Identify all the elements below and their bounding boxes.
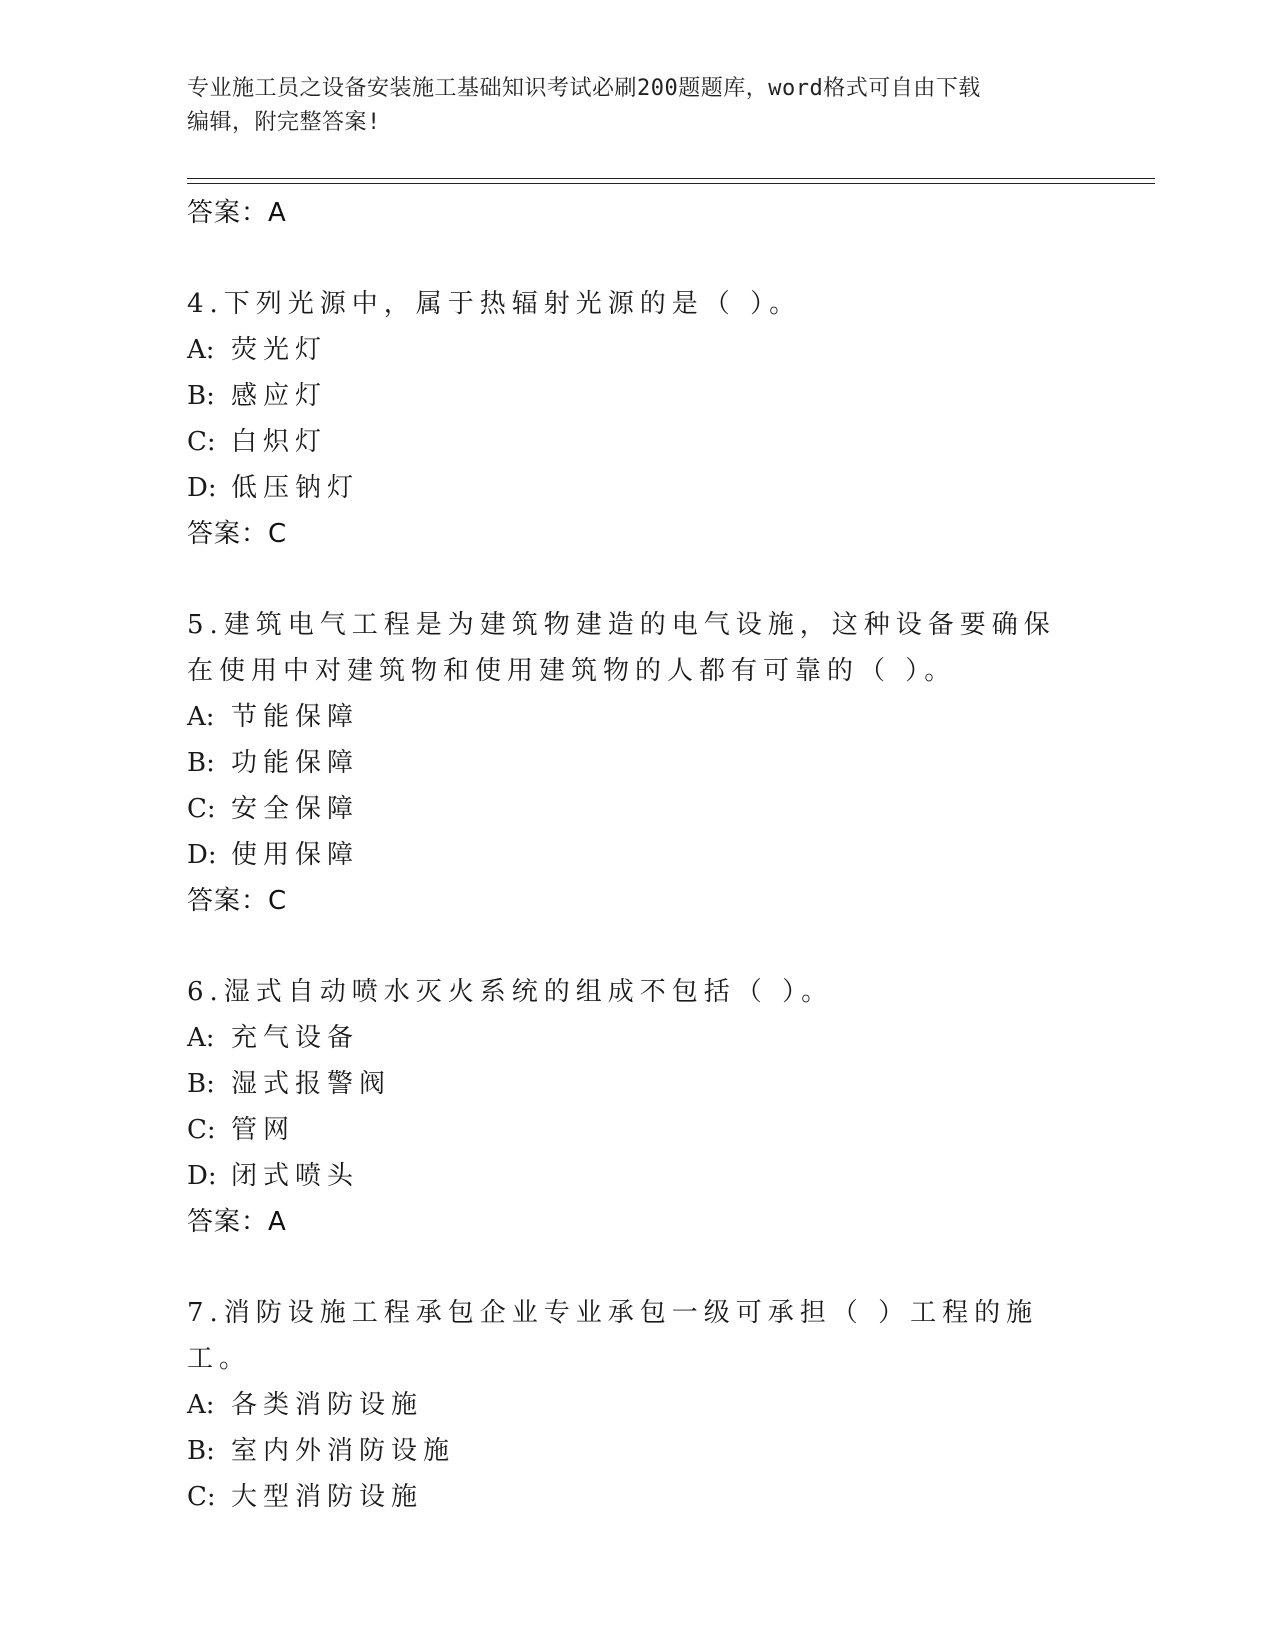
option-b (187, 1428, 1087, 1474)
option-letter: C: (187, 1115, 216, 1145)
option-d (187, 832, 1087, 878)
spacer (187, 1245, 1087, 1290)
option-d (187, 1153, 1087, 1199)
question-list (187, 190, 1087, 1520)
option-b (187, 373, 1087, 419)
option-a (187, 694, 1087, 740)
option-text: 闭式喷头 (231, 1161, 360, 1191)
header-divider-bottom (187, 183, 1155, 184)
option-letter: D: (187, 1161, 217, 1191)
option-letter: C: (187, 427, 216, 457)
option-letter: A: (187, 1023, 215, 1053)
option-b (187, 1061, 1087, 1107)
question-block (187, 969, 1087, 1245)
option-text: 白炽灯 (231, 427, 328, 457)
option-text: 安全保障 (231, 794, 360, 824)
option-a (187, 1382, 1087, 1428)
option-a (187, 1015, 1087, 1061)
option-text: 感应灯 (231, 381, 328, 411)
option-text: 使用保障 (231, 840, 360, 870)
header-divider-top (187, 178, 1155, 179)
answer-line: 答案：A (187, 198, 287, 228)
question-stem: 7.消防设施工程承包企业专业承包一级可承担（ ）工程的施工。 (187, 1298, 1039, 1374)
option-text: 充气设备 (231, 1023, 360, 1053)
option-c (187, 419, 1087, 465)
option-d (187, 465, 1087, 511)
option-text: 湿式报警阀 (231, 1069, 392, 1099)
option-letter: B: (187, 1436, 215, 1466)
option-text: 室内外消防设施 (231, 1436, 456, 1466)
option-letter: C: (187, 794, 216, 824)
option-text: 大型消防设施 (231, 1482, 424, 1512)
option-letter: D: (187, 473, 217, 503)
option-text: 功能保障 (231, 748, 360, 778)
question-block (187, 1290, 1087, 1520)
option-letter: A: (187, 1390, 215, 1420)
option-text: 各类消防设施 (231, 1390, 424, 1420)
question-stem: 6.湿式自动喷水灭火系统的组成不包括（ ）。 (187, 977, 834, 1007)
option-letter: C: (187, 1482, 216, 1512)
option-c (187, 1474, 1087, 1520)
option-letter: B: (187, 1069, 215, 1099)
option-letter: D: (187, 840, 217, 870)
option-text: 荧光灯 (231, 335, 328, 365)
option-text: 低压钠灯 (231, 473, 360, 503)
header-title-line-1: 专业施工员之设备安装施工基础知识考试必刷200题题库，word格式可自由下载 (187, 76, 981, 101)
spacer (187, 236, 1087, 281)
option-c (187, 1107, 1087, 1153)
option-a (187, 327, 1087, 373)
question-stem: 4.下列光源中，属于热辐射光源的是（ ）。 (187, 289, 802, 319)
answer-line: 答案：A (187, 1207, 287, 1237)
option-text: 节能保障 (231, 702, 360, 732)
option-text: 管网 (231, 1115, 296, 1145)
question-block (187, 281, 1087, 557)
option-letter: A: (187, 702, 215, 732)
option-c (187, 786, 1087, 832)
spacer (187, 924, 1087, 969)
question-block (187, 602, 1087, 924)
spacer (187, 557, 1087, 602)
header-title-line-2: 编辑，附完整答案! (187, 110, 381, 135)
question-stem: 5.建筑电气工程是为建筑物建造的电气设施，这种设备要确保在使用中对建筑物和使用建筑物的人都有可靠的（ ）。 (187, 610, 1056, 686)
answer-line: 答案：C (187, 886, 288, 916)
option-letter: B: (187, 381, 215, 411)
option-b (187, 740, 1087, 786)
document-header (187, 72, 1067, 140)
answer-line: 答案：C (187, 519, 288, 549)
option-letter: B: (187, 748, 215, 778)
option-letter: A: (187, 335, 215, 365)
